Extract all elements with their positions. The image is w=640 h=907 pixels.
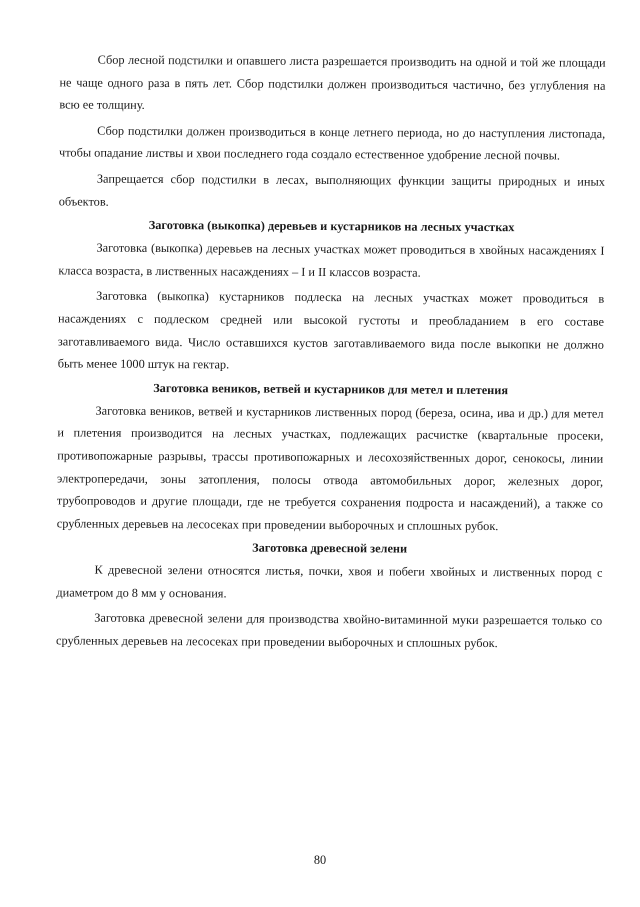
page-number: 80 [313, 853, 327, 867]
paragraph: Заготовка (выкопка) деревьев на лесных участках может проводиться в хвойных насаждениях I класса возраста, в лиственных насаждениях – I и II классов возраста. [58, 240, 605, 280]
section-heading: Заготовка древесной зелени [252, 540, 408, 556]
section-heading: Заготовка (выкопка) деревьев и кустарников на лесных участках [148, 218, 515, 235]
paragraph: К древесной зелени относятся листья, почки, хвоя и побеги хвойных и лиственных пород с диаметром до 8 мм у основания. [56, 562, 603, 601]
paragraph: Заготовка веников, ветвей и кустарников лиственных пород (береза, осина, ива и др.) для метел и плетения производится на лесных участках, подлежащих расчистке (квартальные просеки, противопожарные разрывы, трассы противопожарных и лесохозяйственных дорог, сенокосы, линии электропередачи, зоны затопления, полосы отвода автомобильных дорог, железных дорог, трубопроводов и другие площади, где не требуется сохранения подроста и насаждений), а также со срубленных деревьев на лесосеках при проведении выборочных и сплошных рубок. [56, 403, 604, 533]
paragraph: Запрещается сбор подстилки в лесах, выполняющих функции защиты природных и иных объектов. [58, 171, 605, 209]
paragraph: Сбор лесной подстилки и опавшего листа разрешается производить на одной и той же площади не чаще одного раза в пять лет. Сбор подстилки должен производиться частично, без углубления на всю ее толщину. [59, 52, 606, 113]
paragraph: Заготовка древесной зелени для производства хвойно-витаминной муки разрешается только со срубленных деревьев на лесосеках при проведении выборочных и сплошных рубок. [56, 611, 603, 651]
section-heading: Заготовка веников, ветвей и кустарников для метел и плетения [153, 380, 509, 397]
paragraph: Сбор подстилки должен производиться в конце летнего периода, но до наступления листопада, чтобы опадание листвы и хвои последнего года создало естественное удобрение лесной почвы. [59, 123, 606, 163]
paragraph: Заготовка (выкопка) кустарников подлеска на лесных участках может проводиться в насаждениях с подлеском средней или высокой густоты и преобладанием в его составе заготавливаемого вида. Число оставшихся кустов заготавливаемого вида после выкопки не должно быть менее 1000 штук на гектар. [57, 288, 605, 372]
